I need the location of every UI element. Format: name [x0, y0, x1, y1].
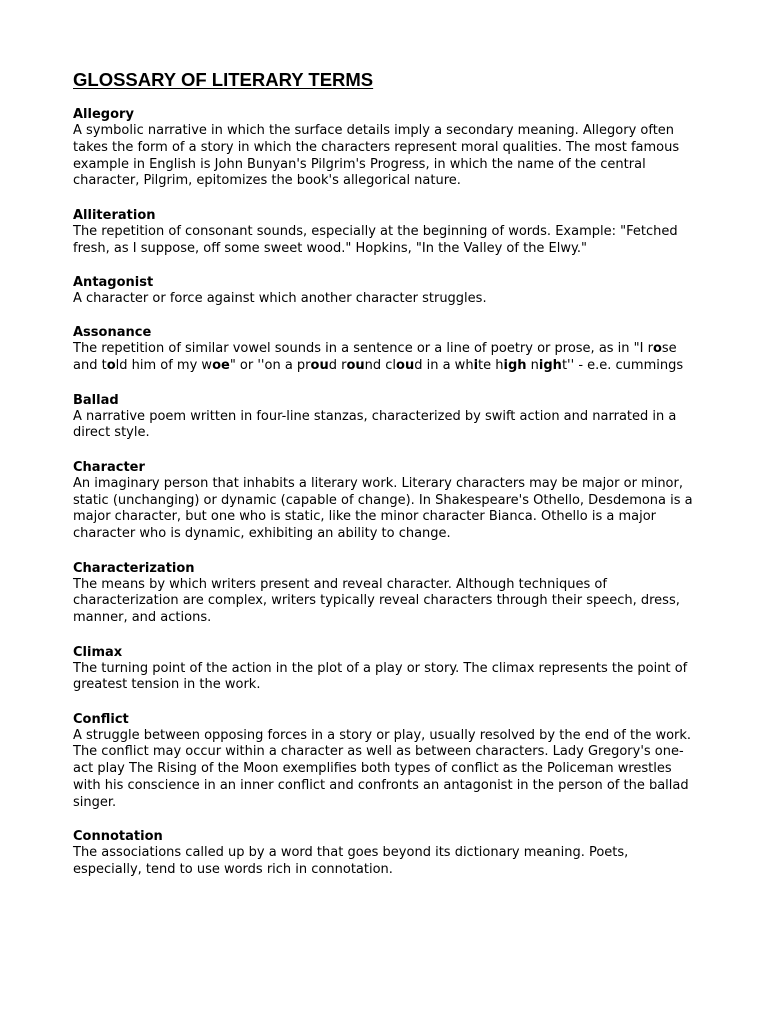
term-heading: Ballad	[73, 392, 119, 408]
term-definition: A struggle between opposing forces in a story or play, usually resolved by the end of the work. The conflict may occur within a character as well as between characters. Lady Gregory's one-act play The Rising of the Moon exemplifies both types of conflict as the Policeman wrestles with his conscience in an inner conflict and confronts an antagonist in the person of the ballad singer.	[73, 727, 692, 810]
glossary-entry-allegory	[73, 106, 698, 190]
document-page	[73, 68, 698, 895]
highlighted-sound: ou	[396, 358, 415, 374]
highlighted-sound: ou	[346, 358, 365, 374]
glossary-entry-connotation	[73, 828, 698, 879]
term-definition: The associations called up by a word that goes beyond its dictionary meaning. Poets, especially, tend to use words rich in connotation.	[73, 845, 629, 878]
highlighted-sound: igh	[503, 358, 527, 374]
highlighted-sound: oe	[212, 358, 230, 374]
highlighted-sound: i	[473, 358, 479, 374]
definition-text: n	[526, 358, 539, 374]
term-definition: The turning point of the action in the plot of a play or story. The climax represents the point of greatest tension in the work.	[73, 660, 688, 693]
definition-text: The repetition of similar vowel sounds in a sentence or a line of poetry or prose, as in "I r	[73, 341, 653, 357]
definition-text: t'' - e.e. cummings	[561, 358, 684, 374]
definition-text: se and t	[73, 341, 677, 374]
term-heading: Alliteration	[73, 207, 156, 223]
glossary-entry-climax	[73, 644, 698, 695]
definition-text: nd cl	[364, 358, 397, 374]
highlighted-sound: o	[652, 341, 662, 357]
term-heading: Assonance	[73, 325, 152, 341]
glossary-entry-ballad	[73, 392, 698, 443]
term-definition: A narrative poem written in four-line stanzas, characterized by swift action and narrated in a direct style.	[73, 408, 677, 441]
term-definition-rich	[73, 341, 698, 375]
term-definition: A character or force against which another character struggles.	[73, 290, 487, 306]
glossary-entry-alliteration	[73, 207, 698, 258]
term-heading: Character	[73, 459, 145, 475]
glossary-entry-character	[73, 459, 698, 543]
term-heading: Climax	[73, 644, 123, 660]
term-definition: The repetition of consonant sounds, especially at the beginning of words. Example: "Fetched fresh, as I suppose, off some sweet wood." Hopkins, "In the Valley of the Elwy."	[73, 223, 678, 256]
definition-text: d in a wh	[414, 358, 474, 374]
term-heading: Antagonist	[73, 274, 154, 290]
glossary-entry-characterization	[73, 560, 698, 627]
term-definition: A symbolic narrative in which the surface details imply a secondary meaning. Allegory often takes the form of a story in which the characters represent moral qualities. The most famous example in English is John Bunyan's Pilgrim's Progress, in which the name of the central character, Pilgrim, epitomizes the book's allegorical nature.	[73, 123, 680, 189]
term-heading: Connotation	[73, 829, 163, 845]
term-definition: An imaginary person that inhabits a literary work. Literary characters may be major or minor, static (unchanging) or dynamic (capable of change). In Shakespeare's Othello, Desdemona is a major character, but one who is static, like the minor character Bianca. Othello is a major character who is dynamic, exhibiting an ability to change.	[73, 475, 693, 542]
glossary-entry-antagonist	[73, 274, 698, 308]
glossary-entry-assonance	[73, 324, 698, 375]
definition-text: ld him of my w	[115, 358, 213, 374]
glossary-entry-conflict	[73, 711, 698, 812]
highlighted-sound: o	[106, 358, 116, 374]
highlighted-sound: ou	[310, 358, 329, 374]
definition-text: " or ''on a pr	[229, 358, 311, 374]
definition-text: d r	[328, 358, 347, 374]
highlighted-sound: igh	[538, 358, 562, 374]
term-heading: Allegory	[73, 107, 134, 122]
definition-text: te h	[478, 358, 504, 374]
page-title: GLOSSARY OF LITERARY TERMS	[73, 69, 374, 90]
term-heading: Conflict	[73, 711, 129, 727]
term-heading: Characterization	[73, 560, 195, 576]
term-definition: The means by which writers present and reveal character. Although techniques of characterization are complex, writers typically reveal characters through their speech, dress, manner, and actions.	[73, 576, 680, 626]
